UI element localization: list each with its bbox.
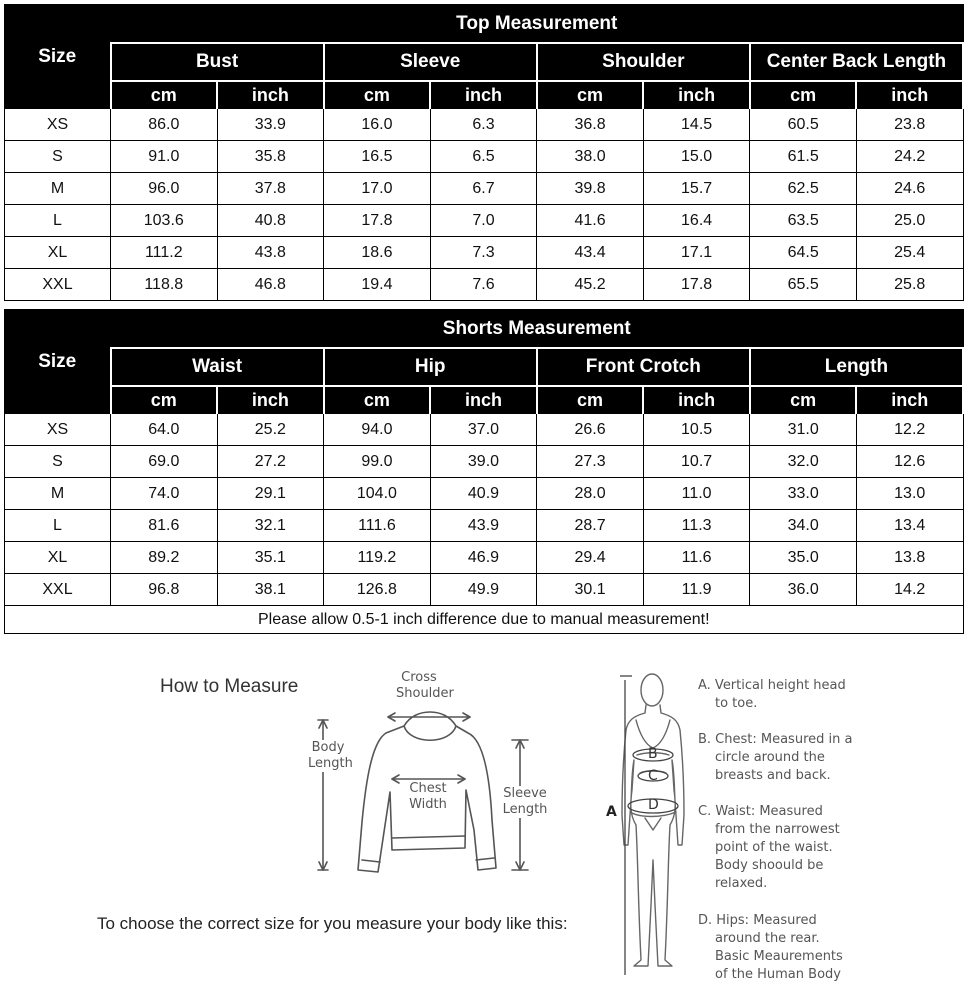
table-cell: 6.5 — [430, 141, 537, 173]
size-cell: S — [5, 141, 111, 173]
unit-header: cm — [750, 81, 857, 109]
group-header: Center Back Length — [750, 43, 963, 81]
table-cell: 11.6 — [643, 542, 750, 574]
table-cell: 30.1 — [537, 574, 644, 606]
neckline — [404, 726, 456, 740]
group-header: Front Crotch — [537, 348, 750, 386]
table-cell: 111.6 — [324, 510, 431, 542]
table-cell: 16.4 — [643, 205, 750, 237]
marker-a: A — [606, 804, 617, 820]
group-header: Shoulder — [537, 43, 750, 81]
chest-width-label — [404, 781, 452, 813]
size-cell: L — [5, 510, 111, 542]
table-cell: 7.0 — [430, 205, 537, 237]
how-to-measure-title: How to Measure — [160, 676, 299, 697]
body-length-label — [308, 740, 353, 772]
legend-line: from the narrowest — [715, 822, 840, 837]
table-cell: 24.2 — [856, 141, 963, 173]
label-line: Shoulder — [396, 686, 454, 701]
table-cell: 6.7 — [430, 173, 537, 205]
size-cell: M — [5, 478, 111, 510]
table-cell: 62.5 — [750, 173, 857, 205]
table-cell: 17.1 — [643, 237, 750, 269]
table-cell: 25.0 — [856, 205, 963, 237]
table-cell: 27.2 — [217, 446, 324, 478]
table-cell: 46.8 — [217, 269, 324, 301]
unit-header: cm — [111, 386, 218, 414]
size-cell: XL — [5, 542, 111, 574]
table-cell: 86.0 — [111, 109, 218, 141]
table-title: Shorts Measurement — [111, 310, 964, 349]
table-cell: 91.0 — [111, 141, 218, 173]
table-cell: 24.6 — [856, 173, 963, 205]
table-cell: 32.1 — [217, 510, 324, 542]
table-cell: 14.5 — [643, 109, 750, 141]
unit-header: inch — [643, 81, 750, 109]
table-cell: 64.5 — [750, 237, 857, 269]
table-cell: 39.0 — [430, 446, 537, 478]
table-cell: 61.5 — [750, 141, 857, 173]
table-cell: 46.9 — [430, 542, 537, 574]
table-cell: 35.1 — [217, 542, 324, 574]
group-header: Sleeve — [324, 43, 537, 81]
table-cell: 64.0 — [111, 414, 218, 446]
table-cell: 40.9 — [430, 478, 537, 510]
table-cell: 13.8 — [856, 542, 963, 574]
legend-line: to toe. — [715, 696, 758, 711]
table-cell: 23.8 — [856, 109, 963, 141]
table-cell: 12.6 — [856, 446, 963, 478]
table-cell: 38.0 — [537, 141, 644, 173]
table-cell: 14.2 — [856, 574, 963, 606]
unit-header: inch — [217, 81, 324, 109]
legend-a — [698, 677, 846, 713]
size-header: Size — [5, 5, 111, 109]
sleeve-length-label — [500, 786, 550, 818]
table-cell: 99.0 — [324, 446, 431, 478]
table-cell: 28.7 — [537, 510, 644, 542]
measurement-note: Please allow 0.5-1 inch difference due to manual measurement! — [5, 606, 964, 634]
table-cell: 17.8 — [643, 269, 750, 301]
legend-c — [698, 803, 840, 893]
unit-header: inch — [217, 386, 324, 414]
unit-header: inch — [643, 386, 750, 414]
table-cell: 43.8 — [217, 237, 324, 269]
table-cell: 25.8 — [856, 269, 963, 301]
table-cell: 36.0 — [750, 574, 857, 606]
table-cell: 43.9 — [430, 510, 537, 542]
marker-c: C — [648, 768, 658, 784]
table-cell: 31.0 — [750, 414, 857, 446]
table-cell: 104.0 — [324, 478, 431, 510]
group-header: Hip — [324, 348, 537, 386]
size-cell: XS — [5, 109, 111, 141]
table-cell: 89.2 — [111, 542, 218, 574]
table-cell: 26.6 — [537, 414, 644, 446]
table-cell: 16.5 — [324, 141, 431, 173]
group-header: Bust — [111, 43, 324, 81]
table-cell: 33.9 — [217, 109, 324, 141]
size-cell: XS — [5, 414, 111, 446]
legend-line: point of the waist. — [715, 840, 833, 855]
table-cell: 17.0 — [324, 173, 431, 205]
table-cell: 18.6 — [324, 237, 431, 269]
table-cell: 27.3 — [537, 446, 644, 478]
unit-header: inch — [856, 81, 963, 109]
table-cell: 29.1 — [217, 478, 324, 510]
group-header: Waist — [111, 348, 324, 386]
table-cell: 11.3 — [643, 510, 750, 542]
legend-line: A. Vertical height head — [698, 678, 846, 693]
table-cell: 17.8 — [324, 205, 431, 237]
table-cell: 41.6 — [537, 205, 644, 237]
unit-header: inch — [430, 81, 537, 109]
table-cell: 25.4 — [856, 237, 963, 269]
table-cell: 37.8 — [217, 173, 324, 205]
legend-d — [698, 912, 843, 984]
table-cell: 13.4 — [856, 510, 963, 542]
table-cell: 7.3 — [430, 237, 537, 269]
table-cell: 11.0 — [643, 478, 750, 510]
table-cell: 36.8 — [537, 109, 644, 141]
table-cell: 15.7 — [643, 173, 750, 205]
figure-head — [641, 674, 663, 706]
legend-line: Basic Meaurements — [715, 949, 843, 964]
table-cell: 45.2 — [537, 269, 644, 301]
label-line: Body — [311, 740, 345, 755]
table-cell: 32.0 — [750, 446, 857, 478]
size-cell: XL — [5, 237, 111, 269]
size-cell: XXL — [5, 574, 111, 606]
marker-d: D — [648, 797, 659, 813]
table-cell: 29.4 — [537, 542, 644, 574]
table-cell: 35.8 — [217, 141, 324, 173]
table-cell: 118.8 — [111, 269, 218, 301]
unit-header: cm — [537, 386, 644, 414]
size-cell: XXL — [5, 269, 111, 301]
table-cell: 103.6 — [111, 205, 218, 237]
table-cell: 111.2 — [111, 237, 218, 269]
marker-b: B — [648, 746, 658, 762]
table-cell: 74.0 — [111, 478, 218, 510]
label-line: Length — [308, 756, 353, 771]
table-cell: 39.8 — [537, 173, 644, 205]
table-cell: 7.6 — [430, 269, 537, 301]
unit-header: inch — [430, 386, 537, 414]
label-line: Chest — [409, 781, 447, 796]
table-cell: 65.5 — [750, 269, 857, 301]
table-cell: 96.0 — [111, 173, 218, 205]
table-cell: 15.0 — [643, 141, 750, 173]
table-cell: 13.0 — [856, 478, 963, 510]
table-title: Top Measurement — [111, 5, 964, 44]
table-cell: 16.0 — [324, 109, 431, 141]
table-cell: 35.0 — [750, 542, 857, 574]
table-cell: 6.3 — [430, 109, 537, 141]
unit-header: cm — [537, 81, 644, 109]
label-line: Cross — [401, 670, 437, 685]
size-cell: L — [5, 205, 111, 237]
size-header: Size — [5, 310, 111, 414]
table-cell: 19.4 — [324, 269, 431, 301]
unit-header: inch — [856, 386, 963, 414]
size-cell: S — [5, 446, 111, 478]
table-cell: 10.7 — [643, 446, 750, 478]
label-line: Length — [502, 802, 548, 817]
table-cell: 28.0 — [537, 478, 644, 510]
table-cell: 60.5 — [750, 109, 857, 141]
measure-instruction: To choose the correct size for you measure your body like this: — [97, 914, 568, 933]
legend-line: relaxed. — [715, 876, 768, 891]
table-cell: 10.5 — [643, 414, 750, 446]
legend-line: D. Hips: Measured — [698, 913, 817, 928]
label-line: Width — [409, 797, 447, 812]
legend-line: breasts and back. — [715, 768, 831, 783]
cross-shoulder-label — [396, 670, 454, 702]
size-cell: M — [5, 173, 111, 205]
legend-b — [698, 731, 852, 785]
unit-header: cm — [750, 386, 857, 414]
legend-line: circle around the — [715, 750, 825, 765]
unit-header: cm — [324, 386, 431, 414]
table-cell: 33.0 — [750, 478, 857, 510]
unit-header: cm — [111, 81, 218, 109]
legend-line: B. Chest: Measured in a — [698, 732, 853, 747]
legend-line: of the Human Body — [715, 967, 841, 982]
table-cell: 38.1 — [217, 574, 324, 606]
unit-header: cm — [324, 81, 431, 109]
table-cell: 63.5 — [750, 205, 857, 237]
table-cell: 81.6 — [111, 510, 218, 542]
table-cell: 40.8 — [217, 205, 324, 237]
table-cell: 43.4 — [537, 237, 644, 269]
group-header: Length — [750, 348, 963, 386]
table-cell: 96.8 — [111, 574, 218, 606]
figure-body — [622, 705, 684, 966]
table-cell: 69.0 — [111, 446, 218, 478]
legend-line: C. Waist: Measured — [698, 804, 823, 819]
table-cell: 49.9 — [430, 574, 537, 606]
legend-line: Body shoould be — [715, 858, 824, 873]
table-cell: 25.2 — [217, 414, 324, 446]
table-cell: 11.9 — [643, 574, 750, 606]
table-cell: 126.8 — [324, 574, 431, 606]
table-cell: 37.0 — [430, 414, 537, 446]
label-line: Sleeve — [503, 786, 547, 801]
legend-line: around the rear. — [715, 931, 820, 946]
table-cell: 119.2 — [324, 542, 431, 574]
table-cell: 94.0 — [324, 414, 431, 446]
table-cell: 34.0 — [750, 510, 857, 542]
table-cell: 12.2 — [856, 414, 963, 446]
